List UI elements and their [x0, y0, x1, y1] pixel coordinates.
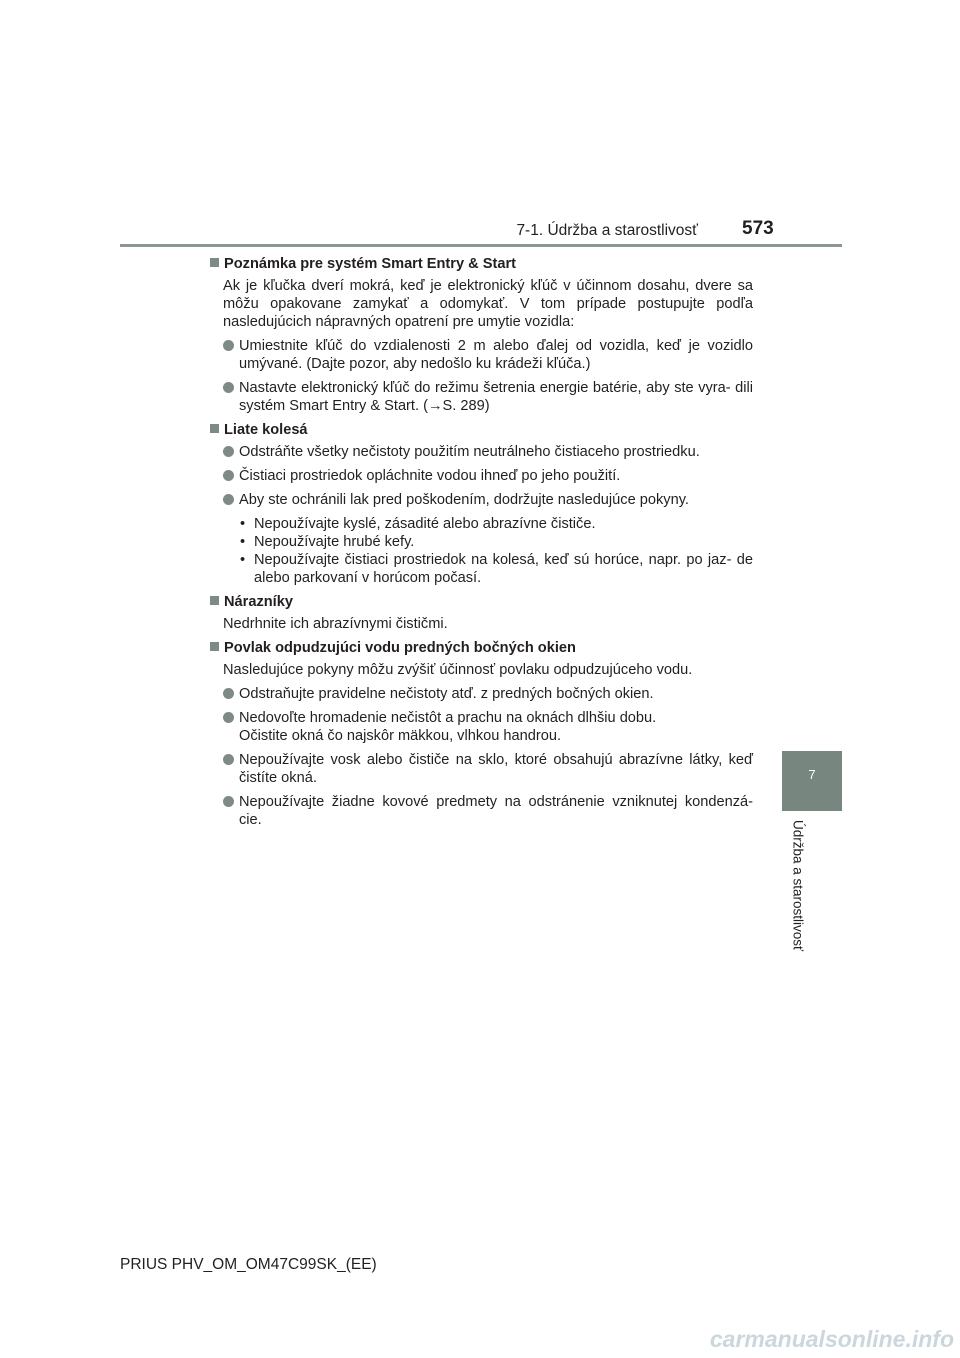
section-intro: Nedrhnite ich abrazívnymi čističmi.	[223, 616, 448, 632]
list-item	[223, 751, 753, 787]
circle-bullet-icon	[223, 446, 234, 457]
list-item-text: Nedovoľte hromadenie nečistôt a prachu na oknách dlhšiu dobu. Očistite okná čo najskôr mäkkou, vlhkou handrou.	[239, 710, 657, 744]
list-item	[223, 443, 753, 461]
circle-bullet-icon	[223, 470, 234, 481]
sub-list	[240, 515, 753, 587]
list-item	[223, 491, 753, 509]
list-item-text: Odstráňte všetky nečistoty použitím neutrálneho čistiaceho prostriedku.	[239, 444, 700, 460]
list-item-text: Čistiaci prostriedok opláchnite vodou ihneď po jeho použití.	[239, 468, 621, 484]
section-heading-text: Liate kolesá	[224, 422, 308, 438]
section-heading	[210, 639, 753, 657]
section-intro: Ak je kľučka dverí mokrá, keď je elektronický kľúč v účinnom dosahu, dvere sa môžu opakovane zamykať a odomykať. V tom prípade postupujte podľa nasledujúcich nápravných opatrení pre umytie vozidla:	[223, 278, 753, 330]
list-item	[223, 337, 753, 373]
list-item-text: Nastavte elektronický kľúč do režimu šetrenia energie batérie, aby ste vyra- dili systém Smart Entry & Start. (→S. 289)	[239, 380, 753, 414]
section-heading	[210, 593, 753, 611]
section-water-repellent-coating	[210, 639, 753, 829]
sub-list-item: • Nepoužívajte kyslé, zásadité alebo abrazívne čističe.	[240, 515, 753, 533]
section-heading	[210, 255, 753, 273]
page-number: 573	[742, 218, 774, 239]
chapter-side-label-text: Údržba a starostlivosť	[790, 820, 806, 952]
list-item	[223, 379, 753, 415]
section-alloy-wheels	[210, 421, 753, 587]
square-bullet-icon	[210, 258, 219, 267]
section-heading-text: Poznámka pre systém Smart Entry & Start	[224, 256, 516, 272]
main-content	[210, 255, 753, 835]
chapter-side-label	[778, 820, 818, 960]
list-item	[223, 467, 753, 485]
square-bullet-icon	[210, 596, 219, 605]
section-intro: Nasledujúce pokyny môžu zvýšiť účinnosť povlaku odpudzujúceho vodu.	[223, 662, 693, 678]
list-item	[223, 709, 753, 745]
list-item-text: Odstraňujte pravidelne nečistoty atď. z predných bočných okien.	[239, 686, 654, 702]
square-bullet-icon	[210, 642, 219, 651]
circle-bullet-icon	[223, 688, 234, 699]
sub-list-item-text: Nepoužívajte čistiaci prostriedok na kolesá, keď sú horúce, napr. po jaz- de alebo parkovaní v horúcom počasí.	[254, 552, 753, 586]
sub-list-item: • Nepoužívajte čistiaci prostriedok na kolesá, keď sú horúce, napr. po jaz- de alebo parkovaní v horúcom počasí.	[240, 552, 753, 586]
circle-bullet-icon	[223, 712, 234, 723]
sub-list-item-text: Nepoužívajte kyslé, zásadité alebo abrazívne čističe.	[254, 516, 596, 532]
document-code-footer: PRIUS PHV_OM_OM47C99SK_(EE)	[120, 1256, 377, 1273]
circle-bullet-icon	[223, 754, 234, 765]
circle-bullet-icon	[223, 340, 234, 351]
list-item-text: Nepoužívajte žiadne kovové predmety na odstránenie vzniknutej kondenzá- cie.	[239, 794, 753, 828]
list-item-text: Umiestnite kľúč do vzdialenosti 2 m alebo ďalej od vozidla, keď je vozidlo umývané. (Dajte pozor, aby nedošlo ku krádeži kľúča.)	[239, 338, 753, 372]
list-item	[223, 685, 753, 703]
section-smart-entry	[210, 255, 753, 415]
list-item-text: Nepoužívajte vosk alebo čističe na sklo, ktoré obsahujú abrazívne látky, keď čistíte okná.	[239, 752, 753, 786]
chapter-tab	[782, 751, 842, 811]
section-header-title: 7-1. Údržba a starostlivosť	[516, 222, 698, 239]
section-heading-text: Povlak odpudzujúci vodu predných bočných okien	[224, 640, 576, 656]
circle-bullet-icon	[223, 382, 234, 393]
list-item	[223, 793, 753, 829]
header-divider	[120, 244, 842, 247]
sub-list-item: • Nepoužívajte hrubé kefy.	[240, 533, 753, 551]
circle-bullet-icon	[223, 796, 234, 807]
section-bumpers	[210, 593, 753, 633]
section-heading	[210, 421, 753, 439]
section-heading-text: Nárazníky	[224, 594, 293, 610]
sub-list-item-text: Nepoužívajte hrubé kefy.	[254, 534, 415, 550]
square-bullet-icon	[210, 424, 219, 433]
list-item-text: Aby ste ochránili lak pred poškodením, dodržujte nasledujúce pokyny.	[239, 492, 689, 508]
watermark: carmanualsonline.info	[709, 1326, 954, 1352]
chapter-tab-number: 7	[808, 767, 816, 782]
circle-bullet-icon	[223, 494, 234, 505]
